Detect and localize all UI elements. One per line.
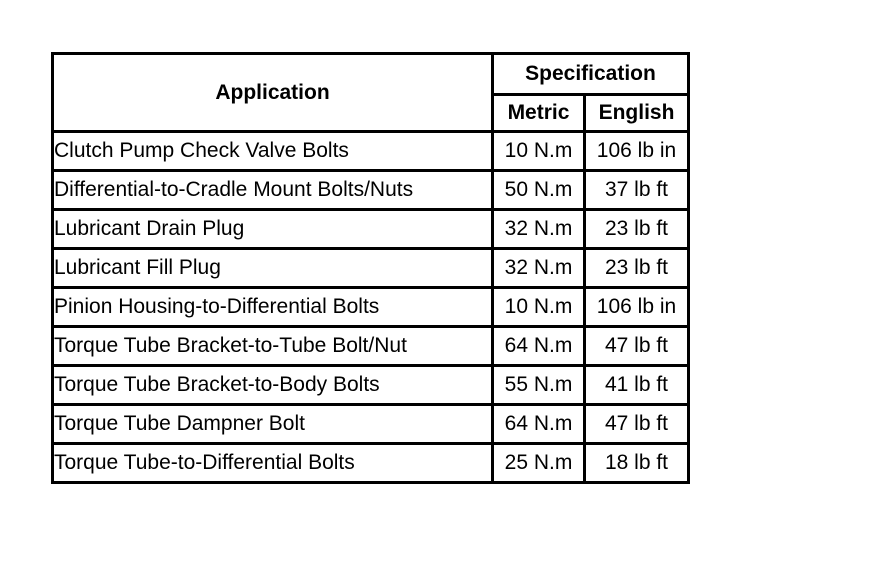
metric-cell: 32 N.m xyxy=(493,249,585,288)
metric-cell: 10 N.m xyxy=(493,132,585,171)
english-cell: 106 lb in xyxy=(585,288,689,327)
header-specification: Specification xyxy=(493,54,689,95)
metric-cell: 64 N.m xyxy=(493,405,585,444)
application-cell: Clutch Pump Check Valve Bolts xyxy=(53,132,493,171)
english-cell: 37 lb ft xyxy=(585,171,689,210)
metric-cell: 50 N.m xyxy=(493,171,585,210)
application-cell: Torque Tube Dampner Bolt xyxy=(53,405,493,444)
english-cell: 47 lb ft xyxy=(585,405,689,444)
application-cell: Lubricant Fill Plug xyxy=(53,249,493,288)
application-cell: Differential-to-Cradle Mount Bolts/Nuts xyxy=(53,171,493,210)
table-row xyxy=(53,249,689,288)
table-row xyxy=(53,327,689,366)
table-row xyxy=(53,444,689,483)
metric-cell: 25 N.m xyxy=(493,444,585,483)
application-cell: Torque Tube Bracket-to-Body Bolts xyxy=(53,366,493,405)
table-row xyxy=(53,171,689,210)
english-cell: 41 lb ft xyxy=(585,366,689,405)
header-metric: Metric xyxy=(493,95,585,132)
metric-cell: 55 N.m xyxy=(493,366,585,405)
table-row xyxy=(53,210,689,249)
application-cell: Lubricant Drain Plug xyxy=(53,210,493,249)
metric-cell: 10 N.m xyxy=(493,288,585,327)
header-application: Application xyxy=(53,54,493,132)
table-row xyxy=(53,405,689,444)
english-cell: 106 lb in xyxy=(585,132,689,171)
table-row xyxy=(53,288,689,327)
application-cell: Pinion Housing-to-Differential Bolts xyxy=(53,288,493,327)
header-english: English xyxy=(585,95,689,132)
english-cell: 18 lb ft xyxy=(585,444,689,483)
metric-cell: 32 N.m xyxy=(493,210,585,249)
table-row xyxy=(53,132,689,171)
metric-cell: 64 N.m xyxy=(493,327,585,366)
application-cell: Torque Tube-to-Differential Bolts xyxy=(53,444,493,483)
english-cell: 47 lb ft xyxy=(585,327,689,366)
application-cell: Torque Tube Bracket-to-Tube Bolt/Nut xyxy=(53,327,493,366)
english-cell: 23 lb ft xyxy=(585,249,689,288)
table-row xyxy=(53,366,689,405)
specification-table xyxy=(51,52,690,484)
english-cell: 23 lb ft xyxy=(585,210,689,249)
